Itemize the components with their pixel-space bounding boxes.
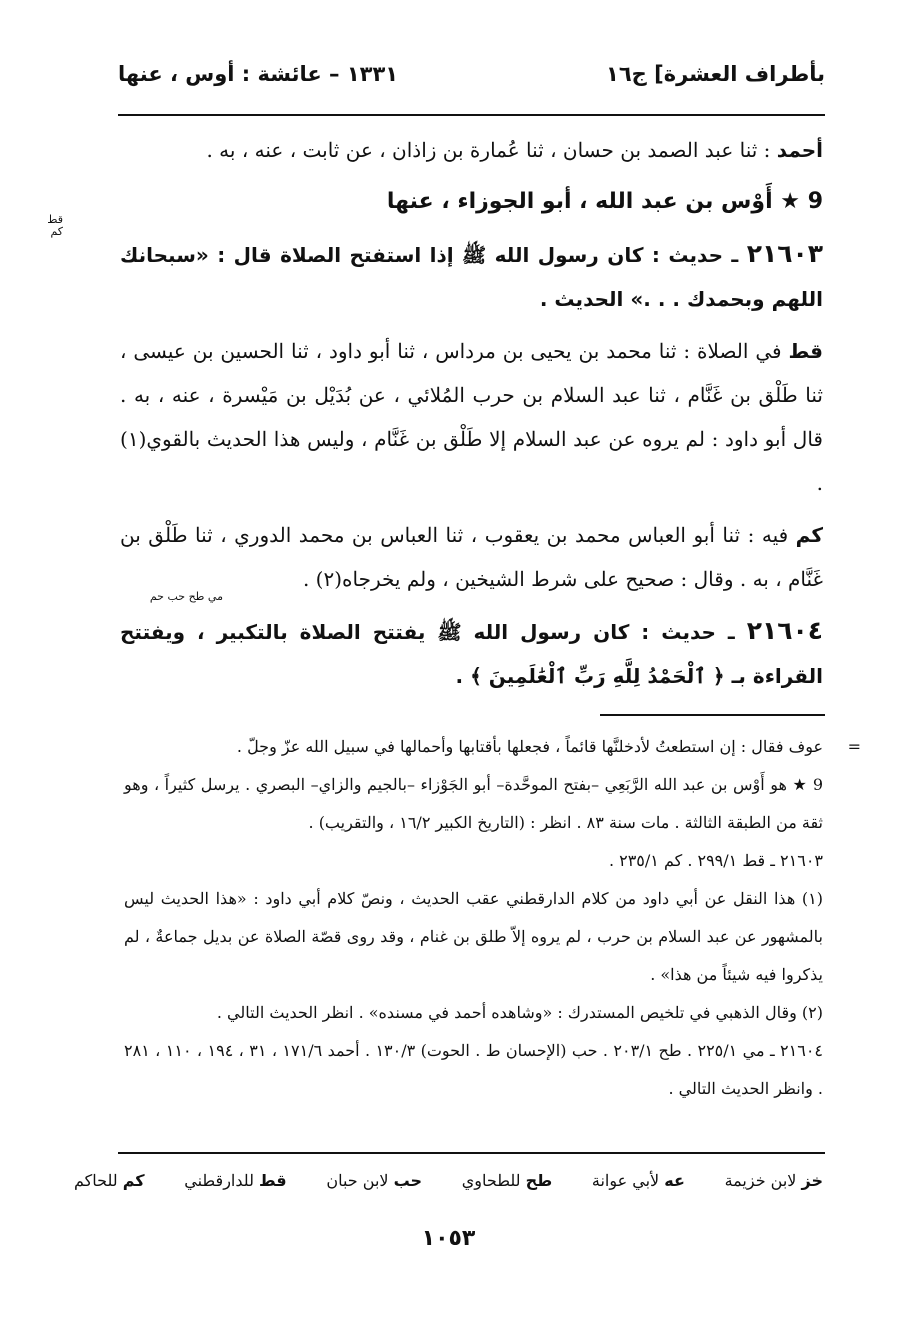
footnote-2: (٢) وقال الذهبي في تلخيص المستدرك : «وشاهده أحمد في مسنده» . انظر الحديث التالي . xyxy=(216,1003,823,1022)
hadith-label: ـ حديث xyxy=(668,243,747,267)
running-header xyxy=(118,56,825,92)
footnote-narrator: 9 ★ هو أَوْس بن عبد الله الرَّبَعِي –بفتح الموحَّدة– أبو الجَوْزاء –بالجيم والزاي– البصري . يرسل كثيراً ، وهو ثقة من الطبقة الثالثة . مات سنة ٨٣ . انظر : (التاريخ الكبير ١٦/٢ ، والتقريب) . xyxy=(124,775,823,832)
intro-text: : ثنا عبد الصمد بن حسان ، ثنا عُمارة بن زاذان ، عن ثابت ، عنه ، به . xyxy=(206,138,777,162)
legend-rule xyxy=(118,1152,825,1154)
header-section-title: ١٣٣١ – عائشة : أوس ، عنها xyxy=(118,62,399,86)
legend-item: خز لابن خزيمة xyxy=(724,1170,823,1190)
footnote-rule xyxy=(600,714,825,716)
legend-item: قط للدارقطني xyxy=(184,1170,287,1190)
hadith-text: : كان رسول الله ﷺ يفتتح الصلاة بالتكبير ، ويفتتح القراءة بـ ﴿ ٱلْحَمْدُ لِلَّهِ رَبِّ ٱلْعَٰلَمِينَ ﴾ . xyxy=(120,620,823,688)
legend-item: حب لابن حبان xyxy=(326,1170,423,1190)
main-text xyxy=(47,128,823,706)
footnotes xyxy=(124,728,861,1108)
narrator-star-marker: 9 ★ xyxy=(780,189,823,214)
source-paragraph-km xyxy=(120,513,823,601)
legend-item: عه لأبي عوانة xyxy=(591,1170,685,1190)
footnote-21603-refs: ٢١٦٠٣ ـ قط ٢٩٩/١ . كم ٢٣٥/١ . xyxy=(608,851,823,870)
hadith-number: ٢١٦٠٣ xyxy=(746,239,823,268)
hadith-text: : كان رسول الله ﷺ إذا استفتح الصلاة قال : «سبحانك اللهم وبحمدك . . .» الحديث . xyxy=(120,243,823,311)
hadith-21604 xyxy=(120,590,823,698)
source-text-qt: في الصلاة : ثنا محمد بن يحيى بن مرداس ، ثنا أبو داود ، ثنا الحسين بن عيسى ، ثنا طَلْق بن غَنَّام ، ثنا عبد السلام بن حرب المُلائي ، عن بُدَيْل بن مَيْسرة ، عنه ، به . قال أبو داود : لم يروه عن عبد السلام إلا طَلْق بن غَنَّام ، وليس هذا الحديث بالقوي(١) . xyxy=(120,339,823,495)
chapter-title: أَوْس بن عبد الله ، أبو الجوزاء ، عنها xyxy=(386,189,781,214)
header-volume-title: بأطراف العشرة] ج١٦ xyxy=(606,62,825,86)
header-rule xyxy=(118,114,825,116)
hadith-label: ـ حديث xyxy=(661,620,747,644)
source-text-km: فيه : ثنا أبو العباس محمد بن يعقوب ، ثنا العباس بن محمد الدوري ، ثنا طَلْق بن غَنَّام ، به . وقال : صحيح على شرط الشيخين ، ولم يخرجاه(٢) . xyxy=(120,523,823,591)
intro-paragraph xyxy=(120,128,823,172)
hadith-21603-source-codes: قط كم xyxy=(47,213,63,238)
continuation-mark: = xyxy=(847,737,861,756)
source-label-km: كم xyxy=(795,523,823,547)
hadith-21603 xyxy=(47,213,823,321)
footnote-1: (١) هذا النقل عن أبي داود من كلام الدارقطني عقب الحديث ، ونصّ كلام أبي داود : «هذا الحديث ليس بالمشهور عن عبد السلام بن حرب ، لم يروه إلاّ طلق بن غنام ، وقد روى قصّة الصلاة عن بديل جماعةٌ ، لم يذكروا فيه شيئاً من هذا» . xyxy=(124,889,823,984)
legend-item: طح للطحاوي xyxy=(461,1170,553,1190)
footnote-text: عوف فقال : إن استطعتُ لأدخلنَّها قائماً ، فجعلها بأقتابها وأحمالها في سبيل الله عزّ وجلّ . xyxy=(236,737,823,756)
footnote-continuation xyxy=(124,728,861,766)
abbreviation-legend xyxy=(74,1166,823,1194)
hadith-21604-source-codes: مي طح حب حم xyxy=(149,590,223,603)
source-label-qt: قط xyxy=(788,339,823,363)
source-label-ahmad: أحمد xyxy=(776,138,823,162)
legend-item: كم للحاكم xyxy=(74,1170,145,1190)
page-number: ١٠٥٣ xyxy=(421,1226,476,1251)
chapter-heading xyxy=(120,180,823,224)
hadith-number: ٢١٦٠٤ xyxy=(746,616,823,645)
source-paragraph-qt xyxy=(120,329,823,505)
footnote-21604-refs: ٢١٦٠٤ ـ مي ٢٢٥/١ . طح ٢٠٣/١ . حب (الإحسان ط . الحوت) ١٣٠/٣ . أحمد ١٧١/٦ ، ٣١ ، ١٩٤ ، ١١٠ ، ٢٨١ . وانظر الحديث التالي . xyxy=(124,1041,824,1098)
